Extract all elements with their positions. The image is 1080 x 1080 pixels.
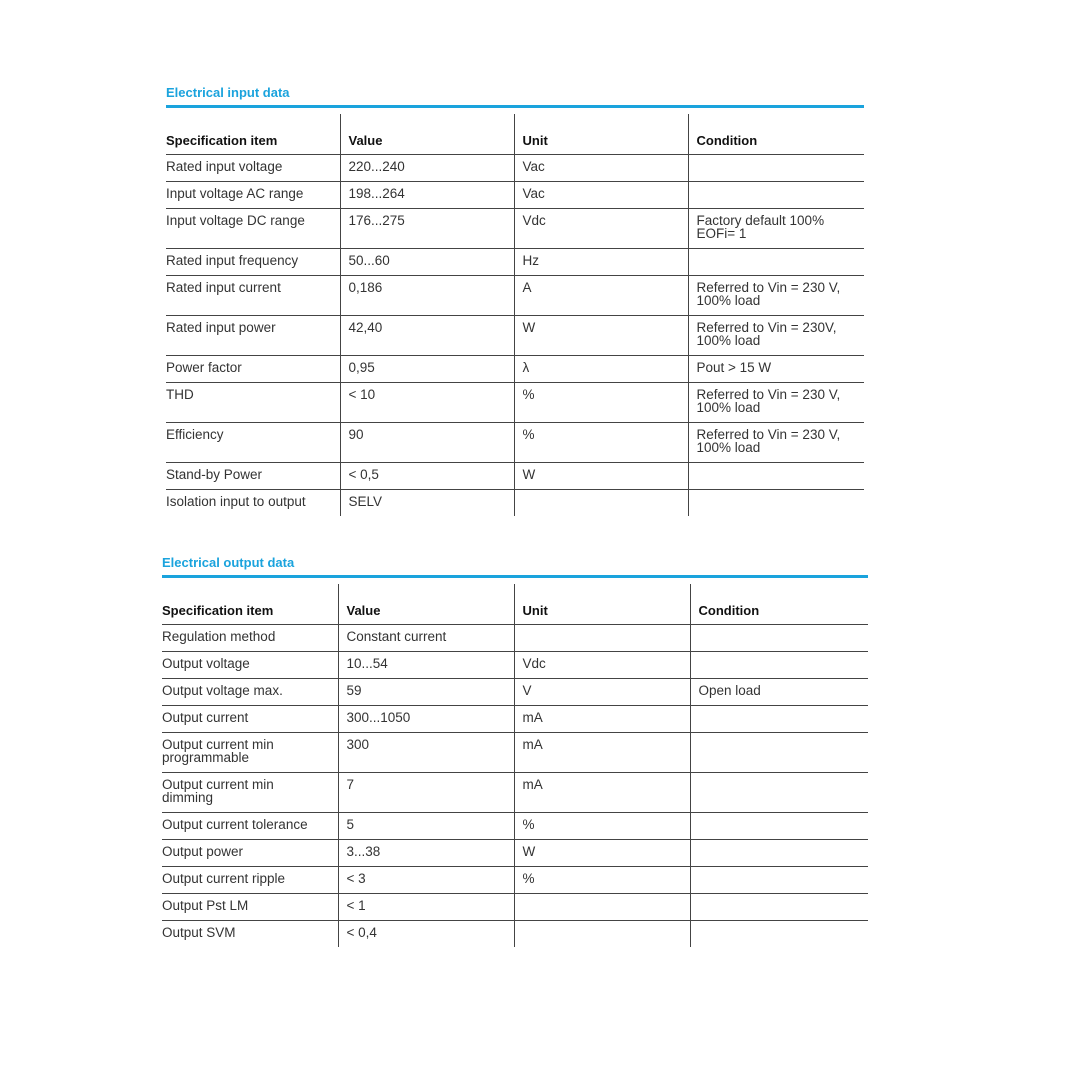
cell-condition	[688, 155, 864, 182]
table-row	[162, 706, 868, 733]
cell-unit: Vac	[514, 155, 688, 182]
cell-specification-item: Output voltage max.	[162, 679, 338, 706]
cell-unit: mA	[514, 706, 690, 733]
cell-unit	[514, 921, 690, 948]
cell-specification-item: Efficiency	[166, 423, 340, 463]
cell-value: 3...38	[338, 840, 514, 867]
cell-value: 0,95	[340, 356, 514, 383]
table-row	[162, 867, 868, 894]
cell-condition	[690, 894, 868, 921]
table-row	[166, 463, 864, 490]
section-divider	[162, 575, 868, 578]
cell-unit: %	[514, 867, 690, 894]
table-row	[166, 155, 864, 182]
cell-condition: Referred to Vin = 230 V, 100% load	[688, 383, 864, 423]
table-row	[162, 652, 868, 679]
table-row	[166, 383, 864, 423]
header-value: Value	[340, 114, 514, 155]
cell-unit: %	[514, 813, 690, 840]
cell-condition	[690, 840, 868, 867]
table-header-row	[162, 584, 868, 625]
header-unit: Unit	[514, 114, 688, 155]
electrical-output-table	[162, 584, 868, 947]
cell-value: < 3	[338, 867, 514, 894]
cell-specification-item: Isolation input to output	[166, 494, 306, 509]
cell-value: < 10	[340, 383, 514, 423]
cell-value: 10...54	[338, 652, 514, 679]
table-row	[166, 490, 864, 517]
cell-condition	[690, 706, 868, 733]
cell-unit	[514, 490, 688, 517]
cell-value: Constant current	[338, 625, 514, 652]
cell-value: 300	[338, 733, 514, 773]
table-header-row	[166, 114, 864, 155]
cell-unit: %	[514, 423, 688, 463]
table-row	[166, 423, 864, 463]
cell-unit: %	[514, 383, 688, 423]
cell-unit: W	[514, 463, 688, 490]
header-condition: Condition	[688, 114, 864, 155]
cell-unit	[514, 894, 690, 921]
cell-specification-item: Output Pst LM	[162, 894, 338, 921]
cell-unit: mA	[514, 733, 690, 773]
cell-specification-item: Input voltage AC range	[166, 182, 340, 209]
cell-specification-item: Output current min dimming	[162, 773, 338, 813]
cell-unit: λ	[514, 356, 688, 383]
cell-unit: Vac	[514, 182, 688, 209]
table-row	[166, 276, 864, 316]
cell-unit: Vdc	[514, 209, 688, 249]
cell-unit: Vdc	[514, 652, 690, 679]
cell-specification-item: Stand-by Power	[166, 463, 340, 490]
cell-value: 198...264	[340, 182, 514, 209]
electrical-input-title: Electrical input data	[166, 85, 290, 100]
cell-condition	[690, 921, 868, 948]
header-value: Value	[338, 584, 514, 625]
cell-value: 90	[340, 423, 514, 463]
cell-unit: W	[514, 840, 690, 867]
electrical-output-section	[162, 554, 868, 947]
cell-value: 0,186	[340, 276, 514, 316]
cell-specification-item: Output SVM	[162, 925, 236, 940]
cell-condition: Referred to Vin = 230 V, 100% load	[688, 276, 864, 316]
cell-condition	[690, 652, 868, 679]
table-row	[166, 182, 864, 209]
cell-unit: Hz	[514, 249, 688, 276]
cell-unit: mA	[514, 773, 690, 813]
cell-specification-item: Output current ripple	[162, 867, 338, 894]
table-row	[162, 733, 868, 773]
cell-condition: Factory default 100% EOFi= 1	[688, 209, 864, 249]
cell-condition: Open load	[690, 679, 868, 706]
cell-value: 220...240	[340, 155, 514, 182]
cell-specification-item: Output current	[162, 706, 338, 733]
cell-condition	[690, 733, 868, 773]
table-row	[166, 209, 864, 249]
cell-specification-item: THD	[166, 383, 340, 423]
cell-condition	[690, 867, 868, 894]
table-row	[162, 625, 868, 652]
table-row	[166, 249, 864, 276]
cell-value: < 0,5	[340, 463, 514, 490]
cell-specification-item: Power factor	[166, 356, 340, 383]
cell-specification-item: Output current tolerance	[162, 813, 338, 840]
header-specification-item: Specification item	[166, 114, 340, 155]
cell-condition	[688, 490, 864, 517]
section-divider	[166, 105, 864, 108]
table-row	[162, 773, 868, 813]
cell-value: SELV	[340, 490, 514, 517]
cell-specification-item: Output voltage	[162, 652, 338, 679]
electrical-input-table	[166, 114, 864, 516]
table-row	[166, 356, 864, 383]
cell-condition	[690, 773, 868, 813]
cell-value: 5	[338, 813, 514, 840]
cell-condition: Referred to Vin = 230V, 100% load	[688, 316, 864, 356]
cell-condition	[690, 813, 868, 840]
electrical-input-body	[166, 155, 864, 517]
electrical-output-title: Electrical output data	[162, 555, 295, 570]
cell-condition	[690, 625, 868, 652]
cell-condition	[688, 249, 864, 276]
cell-specification-item: Output current min programmable	[162, 733, 338, 773]
table-row	[162, 840, 868, 867]
cell-condition: Referred to Vin = 230 V, 100% load	[688, 423, 864, 463]
cell-unit: V	[514, 679, 690, 706]
cell-specification-item: Rated input current	[166, 276, 340, 316]
cell-condition: Pout > 15 W	[688, 356, 864, 383]
cell-value: 176...275	[340, 209, 514, 249]
cell-condition	[688, 463, 864, 490]
cell-unit: A	[514, 276, 688, 316]
cell-specification-item: Input voltage DC range	[166, 209, 340, 249]
cell-unit: W	[514, 316, 688, 356]
table-row	[162, 894, 868, 921]
cell-condition	[688, 182, 864, 209]
cell-value: 42,40	[340, 316, 514, 356]
cell-unit	[514, 625, 690, 652]
header-unit: Unit	[514, 584, 690, 625]
cell-specification-item: Rated input power	[166, 316, 340, 356]
cell-specification-item: Rated input frequency	[166, 249, 340, 276]
table-row	[162, 921, 868, 948]
electrical-output-body	[162, 625, 868, 948]
header-specification-item: Specification item	[162, 584, 338, 625]
table-row	[166, 316, 864, 356]
cell-value: < 0,4	[338, 921, 514, 948]
cell-specification-item: Regulation method	[162, 625, 338, 652]
cell-specification-item: Output power	[162, 840, 338, 867]
cell-value: 59	[338, 679, 514, 706]
table-row	[162, 813, 868, 840]
electrical-input-section	[166, 84, 864, 516]
header-condition: Condition	[690, 584, 868, 625]
cell-value: 7	[338, 773, 514, 813]
table-row	[162, 679, 868, 706]
cell-value: 300...1050	[338, 706, 514, 733]
cell-value: < 1	[338, 894, 514, 921]
cell-specification-item: Rated input voltage	[166, 155, 340, 182]
cell-value: 50...60	[340, 249, 514, 276]
